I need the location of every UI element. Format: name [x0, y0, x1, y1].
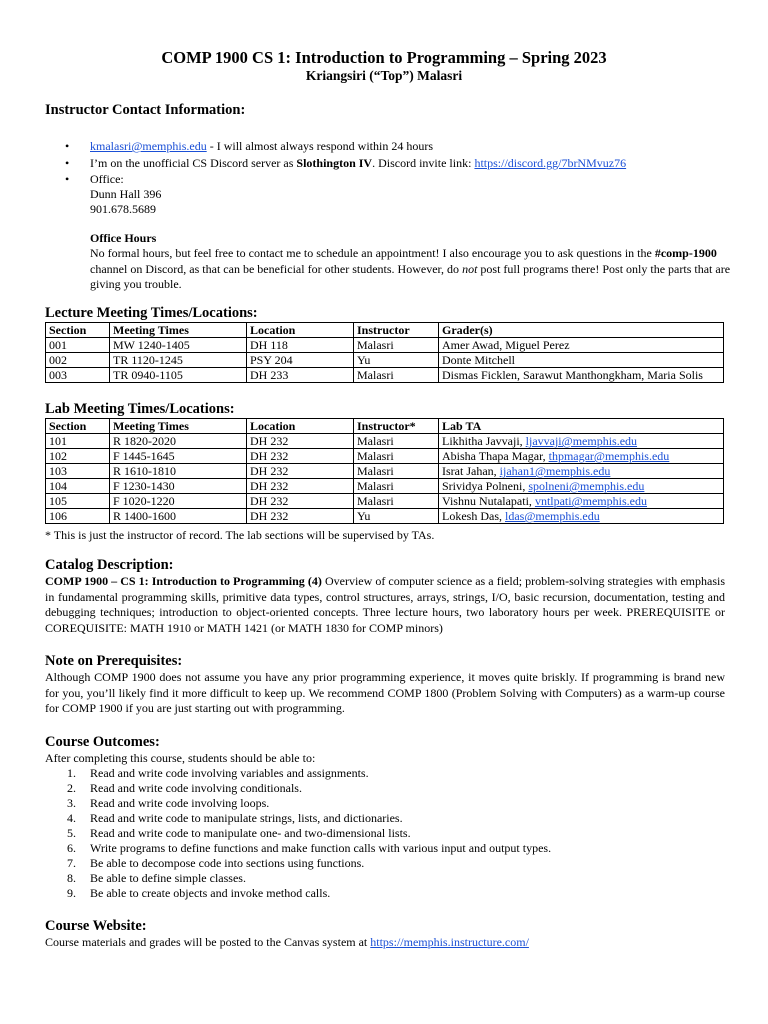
lab-cell: Malasri: [354, 434, 439, 449]
outcome-number: 4.: [67, 811, 76, 825]
list-item: [45, 856, 735, 871]
lab-col-header: Section: [46, 419, 110, 434]
list-item: [45, 781, 735, 796]
lab-cell: Malasri: [354, 479, 439, 494]
list-item: [45, 796, 735, 811]
lab-cell: [439, 449, 724, 464]
list-item: [45, 826, 735, 841]
outcomes-intro: After completing this course, students should be able to:: [45, 751, 316, 765]
lab-col-header: Lab TA: [439, 419, 724, 434]
contact-email-item: [45, 138, 735, 155]
instructor-email-link[interactable]: kmalasri@memphis.edu: [90, 139, 207, 153]
outcome-text: Read and write code to manipulate one- and two-dimensional lists.: [90, 826, 411, 840]
prereq-text: Although COMP 1900 does not assume you have any prior programming experience, it moves quite briskly. If programming is brand new for you, you’ll likely find it more difficult to keep up. We recommend COMP 1800 (Problem Solving with Computers) as a warm-up course for COMP 1900 if you are just starting out with programming.: [45, 670, 725, 715]
lab-cell: DH 232: [247, 479, 354, 494]
list-item: [45, 766, 735, 781]
office-hours-text: [90, 246, 730, 293]
outcomes-heading: Course Outcomes:: [45, 734, 160, 750]
outcome-text: Read and write code involving loops.: [90, 796, 270, 810]
lecture-cell: 001: [46, 338, 110, 353]
outcome-number: 5.: [67, 826, 76, 840]
contact-heading: Instructor Contact Information:: [45, 102, 246, 118]
table-row: [46, 464, 724, 479]
discord-name: Slothington IV: [296, 156, 373, 170]
lab-cell: F 1445-1645: [110, 449, 247, 464]
lab-ta-email-link[interactable]: thpmagar@memphis.edu: [548, 449, 670, 463]
outcome-number: 1.: [67, 766, 76, 780]
outcome-text: Be able to create objects and invoke method calls.: [90, 886, 331, 900]
lab-cell: 104: [46, 479, 110, 494]
table-row: [46, 494, 724, 509]
lab-footnote: * This is just the instructor of record. The lab sections will be supervised by TAs.: [45, 528, 435, 542]
lecture-cell: 002: [46, 353, 110, 368]
discord-mid: . Discord invite link:: [372, 156, 475, 170]
lecture-col-header: Location: [247, 323, 354, 338]
course-title: COMP 1900 CS 1: Introduction to Programming – Spring 2023: [161, 48, 607, 67]
instructor-name: Kriangsiri (“Top”) Malasri: [305, 68, 463, 83]
lab-ta-email-link[interactable]: ijahan1@memphis.edu: [499, 464, 611, 478]
lecture-cell: Malasri: [354, 368, 439, 383]
lab-heading: Lab Meeting Times/Locations:: [45, 401, 235, 417]
outcome-text: Read and write code involving variables and assignments.: [90, 766, 369, 780]
lab-cell: Yu: [354, 509, 439, 524]
lecture-header-row: [46, 323, 724, 338]
lecture-cell: Yu: [354, 353, 439, 368]
lab-cell: DH 232: [247, 449, 354, 464]
lecture-table: [45, 322, 724, 383]
office-hours-heading: Office Hours: [90, 231, 157, 245]
table-row: [46, 353, 724, 368]
lab-ta-name: Lokesh Das,: [442, 509, 505, 523]
lab-table: [45, 418, 724, 524]
bullet-icon: •: [65, 172, 70, 186]
lab-cell: DH 232: [247, 434, 354, 449]
email-note: - I will almost always respond within 24 hours: [206, 139, 434, 153]
lab-ta-name: Srividya Polneni,: [442, 479, 529, 493]
lab-ta-name: Vishnu Nutalapati,: [442, 494, 535, 508]
catalog-text: Overview of computer science as a field; problem-solving strategies with emphasis in fundamental programming skills, primitive data types, control structures, arrays, strings, I/O, basic recursion, documentation, testing and debugging techniques; introduction to object-oriented concepts. Three lecture hours, two laboratory hours per week. PREREQUISITE or COREQUISITE: MATH 1910 or MATH 1421 (or MATH 1830 for COMP minors): [45, 574, 725, 635]
lab-cell: Malasri: [354, 464, 439, 479]
lab-cell: [439, 464, 724, 479]
discord-prefix: I’m on the unofficial CS Discord server as: [90, 156, 297, 170]
website-heading: Course Website:: [45, 918, 147, 934]
lecture-cell: MW 1240-1405: [110, 338, 247, 353]
lab-cell: R 1820-2020: [110, 434, 247, 449]
outcome-number: 2.: [67, 781, 76, 795]
office-hours-text-1: No formal hours, but feel free to contact me to schedule an appointment! I also encourage you to ask questions in the: [90, 246, 655, 260]
outcomes-list: [45, 766, 735, 901]
lab-cell: 103: [46, 464, 110, 479]
office-location: Dunn Hall 396: [90, 187, 162, 201]
canvas-link[interactable]: https://memphis.instructure.com/: [370, 935, 529, 949]
lecture-cell: PSY 204: [247, 353, 354, 368]
lab-col-header: Instructor*: [354, 419, 439, 434]
lab-cell: F 1020-1220: [110, 494, 247, 509]
lab-ta-name: Likhitha Javvaji,: [442, 434, 526, 448]
lab-ta-email-link[interactable]: spolneni@memphis.edu: [528, 479, 645, 493]
website-text: [45, 935, 529, 950]
list-item: [45, 886, 735, 901]
lab-ta-name: Abisha Thapa Magar,: [442, 449, 549, 463]
outcome-text: Be able to decompose code into sections using functions.: [90, 856, 365, 870]
lecture-cell: DH 233: [247, 368, 354, 383]
lecture-col-header: Grader(s): [439, 323, 724, 338]
outcome-text: Be able to define simple classes.: [90, 871, 246, 885]
lab-col-header: Meeting Times: [110, 419, 247, 434]
outcome-text: Write programs to define functions and make function calls with various input and output types.: [90, 841, 552, 855]
lab-cell: DH 232: [247, 494, 354, 509]
contact-discord-item: [45, 155, 735, 172]
lab-cell: [439, 494, 724, 509]
lab-cell: 102: [46, 449, 110, 464]
lecture-cell: TR 0940-1105: [110, 368, 247, 383]
office-hours-text-2: channel on Discord, as that can be beneficial for other students. However, do: [90, 261, 463, 276]
lab-ta-email-link[interactable]: ljavvaji@memphis.edu: [525, 434, 638, 448]
catalog-course-name: COMP 1900 – CS 1: Introduction to Programming (4): [45, 574, 322, 588]
outcome-number: 9.: [67, 886, 76, 900]
outcome-text: Read and write code involving conditionals.: [90, 781, 302, 795]
lecture-cell: 003: [46, 368, 110, 383]
lab-cell: 106: [46, 509, 110, 524]
lecture-col-header: Instructor: [354, 323, 439, 338]
table-row: [46, 449, 724, 464]
lab-cell: F 1230-1430: [110, 479, 247, 494]
office-hours-channel: #comp-1900: [654, 246, 717, 260]
lab-ta-name: Israt Jahan,: [442, 464, 500, 478]
table-row: [46, 368, 724, 383]
bullet-icon: •: [65, 139, 70, 153]
lab-cell: [439, 479, 724, 494]
prereq-heading: Note on Prerequisites:: [45, 653, 183, 669]
lecture-col-header: Meeting Times: [110, 323, 247, 338]
catalog-description: [45, 574, 725, 636]
office-phone: 901.678.5689: [90, 202, 156, 216]
outcome-text: Read and write code to manipulate strings, lists, and dictionaries.: [90, 811, 403, 825]
office-label: Office:: [90, 172, 124, 186]
discord-invite-link[interactable]: https://discord.gg/7brNMvuz76: [474, 156, 627, 170]
lecture-cell: Donte Mitchell: [439, 353, 724, 368]
lab-cell: DH 232: [247, 464, 354, 479]
lab-cell: 101: [46, 434, 110, 449]
contact-office-item: [45, 172, 735, 217]
lab-cell: [439, 434, 724, 449]
lab-ta-email-link[interactable]: vntlpati@memphis.edu: [534, 494, 647, 508]
lecture-heading: Lecture Meeting Times/Locations:: [45, 305, 258, 321]
table-row: [46, 434, 724, 449]
lecture-cell: Dismas Ficklen, Sarawut Manthongkham, Maria Solis: [439, 368, 724, 383]
lab-header-row: [46, 419, 724, 434]
lab-cell: 105: [46, 494, 110, 509]
table-row: [46, 338, 724, 353]
outcome-number: 8.: [67, 871, 76, 885]
list-item: [45, 811, 735, 826]
office-hours-not: not: [462, 261, 478, 276]
website-text-body: Course materials and grades will be posted to the Canvas system at: [45, 935, 371, 949]
table-row: [46, 509, 724, 524]
outcome-number: 3.: [67, 796, 76, 810]
lab-cell: [439, 509, 724, 524]
list-item: [45, 871, 735, 886]
lab-cell: Malasri: [354, 494, 439, 509]
lab-cell: R 1610-1810: [110, 464, 247, 479]
lab-ta-email-link[interactable]: ldas@memphis.edu: [505, 509, 600, 523]
list-item: [45, 841, 735, 856]
lecture-col-header: Section: [46, 323, 110, 338]
contact-list: [45, 138, 735, 217]
table-row: [46, 479, 724, 494]
lecture-cell: Amer Awad, Miguel Perez: [439, 338, 724, 353]
outcome-number: 7.: [67, 856, 76, 870]
bullet-icon: •: [65, 156, 70, 170]
lecture-cell: Malasri: [354, 338, 439, 353]
lab-cell: R 1400-1600: [110, 509, 247, 524]
catalog-heading: Catalog Description:: [45, 557, 174, 573]
lab-cell: DH 232: [247, 509, 354, 524]
outcome-number: 6.: [67, 841, 76, 855]
lab-cell: Malasri: [354, 449, 439, 464]
lecture-cell: TR 1120-1245: [110, 353, 247, 368]
office-hours-text-3: post full programs there! Post only the parts that are giving you trouble.: [90, 261, 731, 291]
lab-col-header: Location: [247, 419, 354, 434]
lecture-cell: DH 118: [247, 338, 354, 353]
